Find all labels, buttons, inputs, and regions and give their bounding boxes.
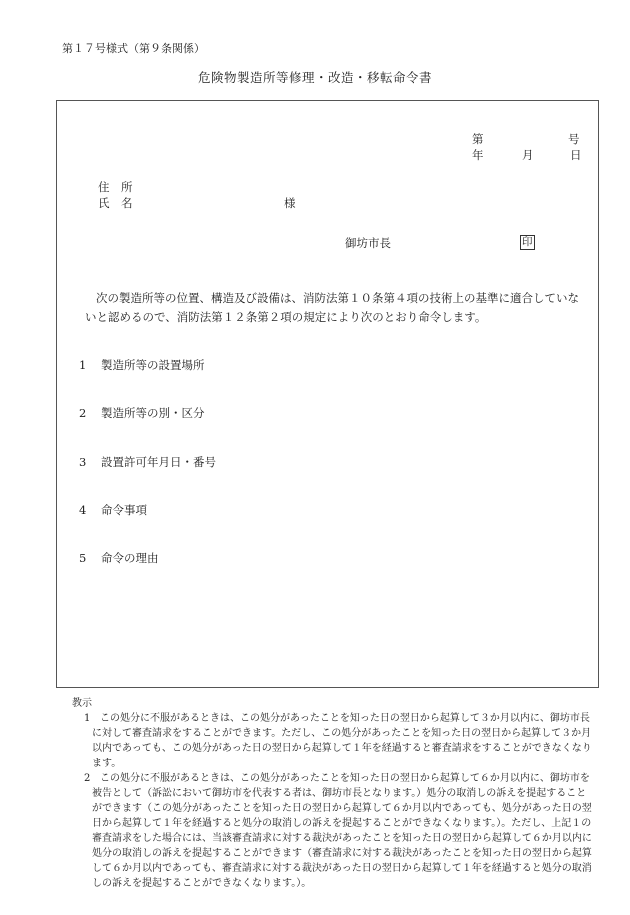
item-number: 4 xyxy=(79,503,87,517)
document-title: 危険物製造所等修理・改造・移転命令書 xyxy=(197,70,432,85)
honorific: 様 xyxy=(284,196,296,210)
item-label: 命令の理由 xyxy=(101,551,159,565)
item-number: 2 xyxy=(79,406,87,420)
note-2-line: 日から起算して１年を経過すると処分の取消しの訴えを提起することができなくなります。）。ただし、上記１の xyxy=(92,818,592,829)
item-permit-date-number xyxy=(79,454,216,470)
note-2-line: ができます（この処分があったことを知った日の翌日から起算して６か月以内であっても、処分があった日の翌 xyxy=(92,803,592,814)
note-2-line: 被告として（訴訟において御坊市を代表する者は、御坊市長となります。）処分の取消しの訴えを提起すること xyxy=(92,788,587,799)
item-label: 命令事項 xyxy=(101,503,147,517)
item-facility-type xyxy=(79,405,205,421)
item-installation-location xyxy=(79,357,205,373)
seal-stamp: 印 xyxy=(522,236,533,248)
item-label: 製造所等の別・区分 xyxy=(101,406,205,420)
item-number: 5 xyxy=(79,551,87,565)
note-1-number: 1 xyxy=(84,713,91,724)
item-label: 設置許可年月日・番号 xyxy=(101,455,216,469)
item-order-matters xyxy=(79,502,147,518)
number-suffix: 号 xyxy=(568,132,580,146)
number-prefix: 第 xyxy=(472,132,484,146)
issuer-name: 御坊市長 xyxy=(345,236,391,250)
date-month: 月 xyxy=(522,148,534,162)
address-label: 住 所 xyxy=(98,180,133,194)
seal-mark xyxy=(520,234,535,250)
note-2-line: この処分に不服があるときは、この処分があったことを知った日の翌日から起算して６か月以内に、御坊市を xyxy=(100,773,590,784)
order-form-frame xyxy=(56,100,599,688)
name-label: 氏 名 xyxy=(98,196,133,210)
note-2-line: 処分の取消しの訴えを提起することができます（審査請求に対する裁決があったことを知った日の翌日から起算 xyxy=(92,848,592,859)
form-label: 第１７号様式（第９条関係） xyxy=(62,42,205,55)
item-number: 3 xyxy=(79,455,87,469)
item-label: 製造所等の設置場所 xyxy=(101,358,205,372)
note-1-line: に対して審査請求をすることができます。ただし、この処分があったことを知った日の翌日から起算して３か月 xyxy=(92,728,592,739)
note-2-line: しの訴えを提起することができなくなります。）。 xyxy=(92,878,312,889)
note-1-line: 以内であっても、この処分があった日の翌日から起算して１年を経過すると審査請求をすることができなくなり xyxy=(92,743,592,754)
note-2-line: 審査請求をした場合には、当該審査請求に対する裁決があったことを知った日の翌日から起算して６か月以内に xyxy=(92,833,592,844)
note-1-line: ます。 xyxy=(92,758,122,769)
date-year: 年 xyxy=(472,148,484,162)
note-2-number: 2 xyxy=(84,773,91,784)
note-1-line: この処分に不服があるときは、この処分があったことを知った日の翌日から起算して３か月以内に、御坊市長 xyxy=(100,713,590,724)
item-number: 1 xyxy=(79,358,87,372)
notes-title: 教示 xyxy=(72,698,92,709)
order-body-text: 次の製造所等の位置、構造及び設備は、消防法第１０条第４項の技術上の基準に適合していないと認めるので、消防法第１２条第２項の規定により次のとおり命令します。 xyxy=(85,291,579,324)
date-day: 日 xyxy=(570,148,582,162)
note-2-line: して６か月以内であっても、審査請求に対する裁決があった日の翌日から起算して１年を経過すると処分の取消 xyxy=(92,863,592,874)
item-order-reason xyxy=(79,550,159,566)
